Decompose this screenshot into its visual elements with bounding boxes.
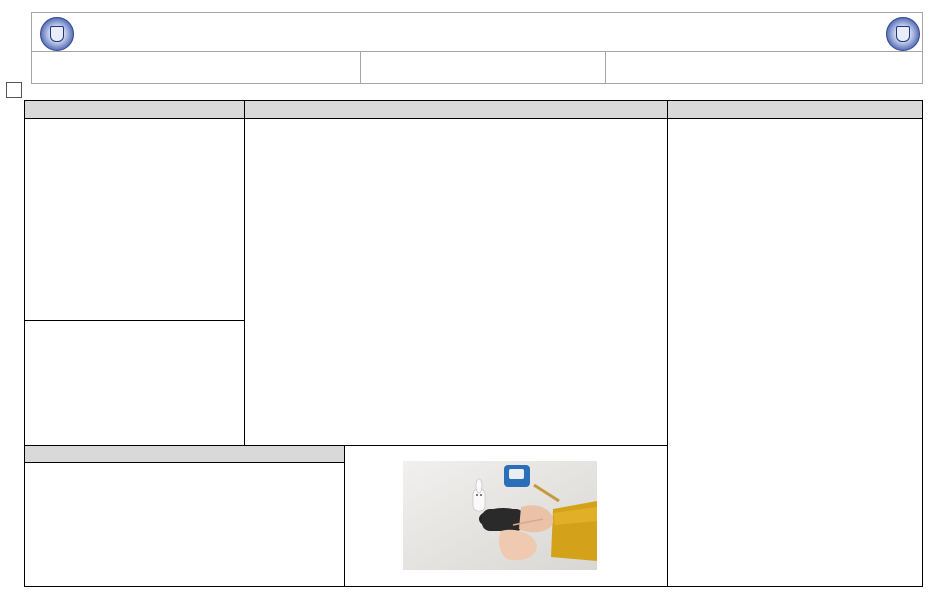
- key-knowledge-panel: [24, 118, 245, 321]
- key-knowledge-heading: [24, 100, 245, 119]
- key-facts-heading: [24, 445, 345, 463]
- focus-label: [361, 52, 605, 83]
- hinge-craft-photo-image: [403, 461, 597, 570]
- hinge-craft-photo: [403, 461, 597, 570]
- school-crest-right-icon: [886, 17, 920, 51]
- vocab-panel: [667, 118, 923, 587]
- vocab-heading: [667, 100, 923, 119]
- learn-heading: [244, 100, 668, 119]
- already-know-panel: [24, 320, 245, 446]
- header-title-box: [31, 12, 923, 52]
- table-move-handle-icon[interactable]: [6, 82, 22, 98]
- header-info-row: [31, 51, 923, 84]
- year-group-label: [606, 52, 922, 83]
- learn-panel: [244, 118, 668, 446]
- key-facts-panel: [24, 462, 345, 587]
- school-crest-left-icon: [40, 17, 74, 51]
- subject-label: [32, 52, 360, 83]
